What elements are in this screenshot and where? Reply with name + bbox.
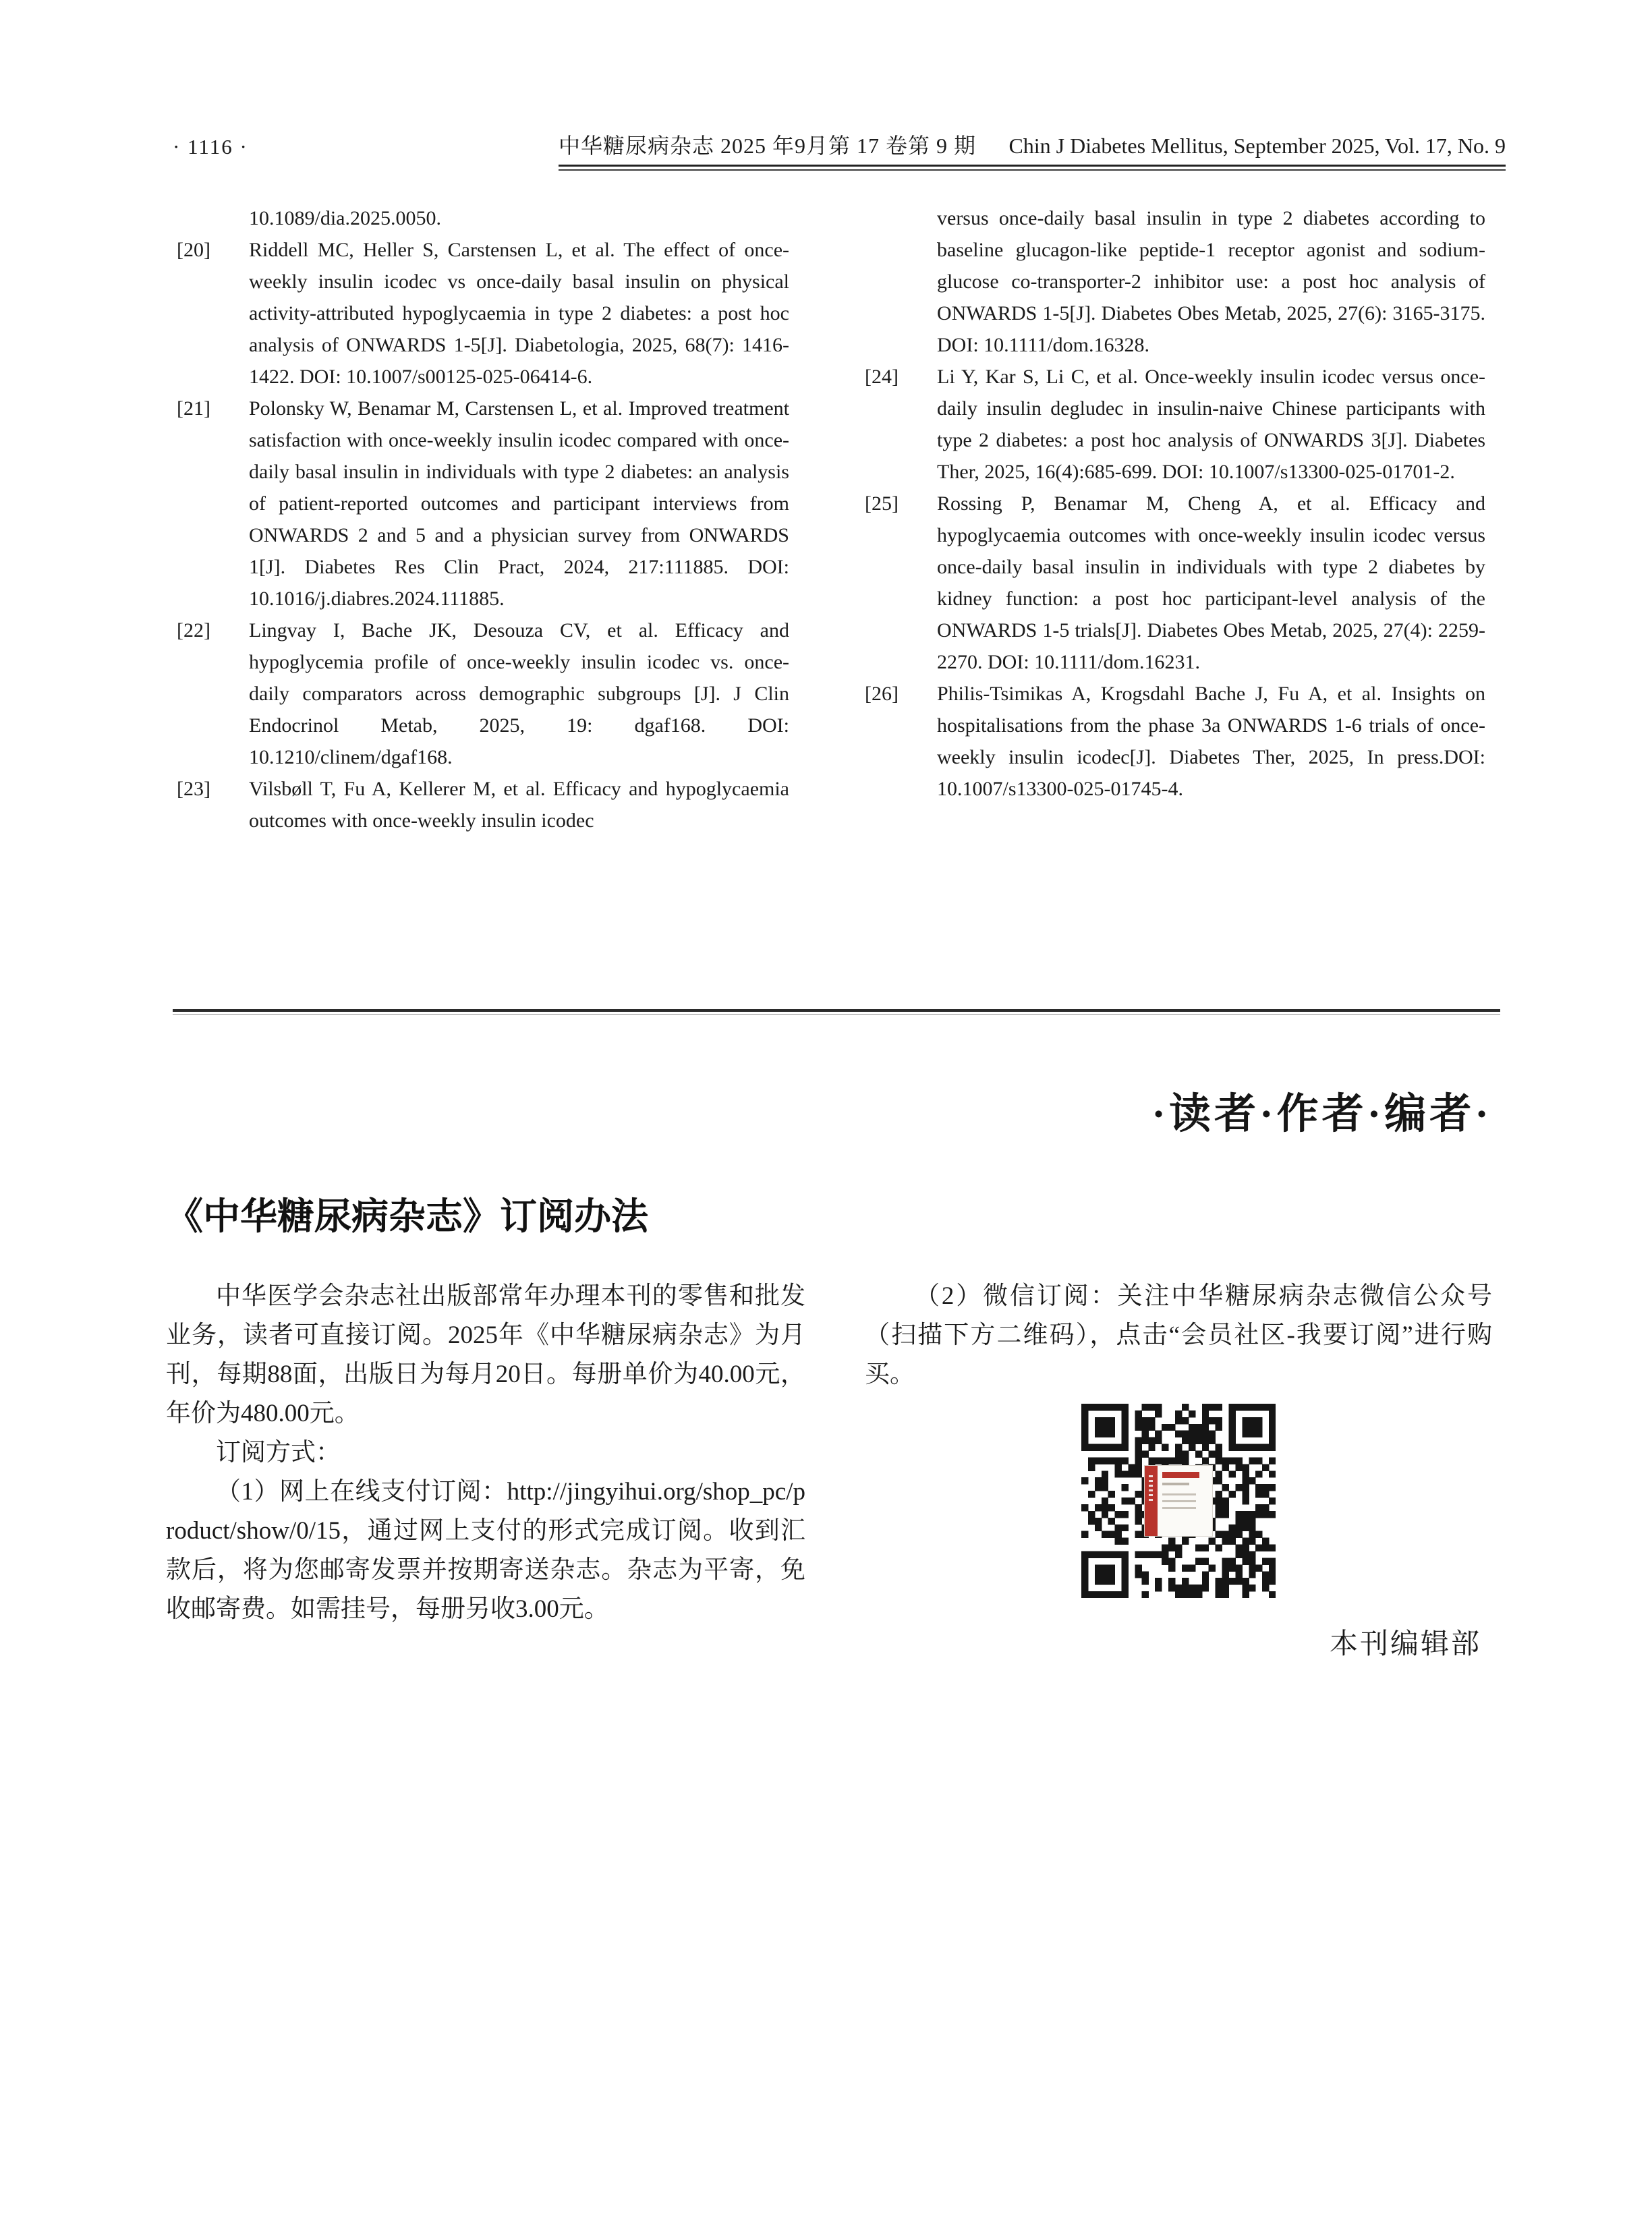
reference-entry-23: [23] Vilsbøll T, Fu A, Kellerer M, et al. Efficacy and hypoglycaemia outcomes with once-weekly insulin icodec [177,778,789,832]
reference-entry-26: [26] Philis-Tsimikas A, Krogsdahl Bache J, Fu A, et al. Insights on hospitalisations from the phase 3a ONWARDS 1-6 trials of once-weekly insulin icodec[J]. Diabetes Ther, 2025, In press.DOI: 10.1007/s13300-025-01745-4. [865,683,1485,800]
reference-column-right [865,202,1485,805]
editorial-office-signature: 本刊编辑部 [1329,1629,1481,1660]
page-number: · 1116 · [173,135,248,159]
journal-cover-logo [1144,1465,1213,1537]
journal-citation-cn: 中华糖尿病杂志 2025 年9月第 17 卷第 9 期 [559,134,977,158]
subscription-paragraph-intro: 中华医学会杂志社出版部常年办理本刊的零售和批发业务，读者可直接订阅。2025年《中华糖尿病杂志》为月刊，每期88面，出版日为每月20日。每册单价为40.00元，年价为480.00元。 [166,1282,805,1427]
subscription-column-left [166,1277,805,1629]
subscription-notice-title: 《中华糖尿病杂志》订阅办法 [166,1195,649,1237]
section-divider-rule [173,1009,1500,1015]
reference-column-left [177,202,789,836]
reference-entry-21: [21] Polonsky W, Benamar M, Carstensen L, et al. Improved treatment satisfaction with once-weekly insulin icodec compared with once-daily basal insulin in individuals with type 2 diabetes: an analysis of patient-reported outcomes and participant interviews from ONWARDS 2 and 5 and a physician survey from ONWARDS 1[J]. Diabetes Res Clin Pract, 2024, 217:111885. DOI: 10.1016/j.diabres.2024.111885. [177,397,789,610]
reference-entry-25: [25] Rossing P, Benamar M, Cheng A, et al. Efficacy and hypoglycaemia outcomes with once-weekly insulin icodec versus once-daily basal insulin in individuals with type 2 diabetes by kidney function: a post hoc participant-level analysis of the ONWARDS 1-5 trials[J]. Diabetes Obes Metab, 2025, 27(4): 2259-2270. DOI: 10.1111/dom.16231. [865,492,1485,673]
wechat-subscription-qr-code [1081,1404,1276,1598]
journal-citation-en: Chin J Diabetes Mellitus, September 2025, Vol. 17, No. 9 [1008,134,1506,158]
reference-carryover: 10.1089/dia.2025.0050. [249,207,441,229]
journal-cover-face [1158,1466,1212,1536]
subscription-paragraph-wechat: （2）微信订阅：关注中华糖尿病杂志微信公众号（扫描下方二维码），点击“会员社区-我要订阅”进行购买。 [865,1282,1492,1388]
reference-entry-22: [22] Lingvay I, Bache JK, Desouza CV, et al. Efficacy and hypoglycemia profile of once-weekly insulin icodec vs. once-daily comparators across demographic subgroups [J]. J Clin Endocrinol Metab, 2025, 19: dgaf168. DOI: 10.1210/clinem/dgaf168. [177,619,789,768]
subscription-paragraph-online-payment: （1）网上在线支付订阅：http://jingyihui.org/shop_pc/product/show/0/15，通过网上支付的形式完成订阅。收到汇款后，将为您邮寄发票并按期寄送杂志。杂志为平寄，免收邮寄费。如需挂号，每册另收3.00元。 [166,1478,805,1623]
journal-cover-spine [1145,1466,1158,1536]
running-head [559,131,1506,161]
reference-entry-24: [24] Li Y, Kar S, Li C, et al. Once-weekly insulin icodec versus once-daily insulin degludec in insulin-naive Chinese participants with type 2 diabetes: a post hoc analysis of ONWARDS 3[J]. Diabetes Ther, 2025, 16(4):685-699. DOI: 10.1007/s13300-025-01701-2. [865,366,1485,483]
subscription-paragraph-methods-label: 订阅方式： [216,1439,341,1466]
subscription-column-right [865,1277,1492,1663]
column-banner-reader-author-editor: ·读者·作者·编者· [1151,1091,1492,1137]
reference-entry-20: [20] Riddell MC, Heller S, Carstensen L, et al. The effect of once-weekly insulin icodec vs once-daily basal insulin on physical activity-attributed hypoglycaemia in type 2 diabetes: a post hoc analysis of ONWARDS 1-5[J]. Diabetologia, 2025, 68(7): 1416-1422. DOI: 10.1007/s00125-025-06414-6. [177,239,789,388]
header-rule [559,165,1506,171]
reference-entry-23-continued: versus once-daily basal insulin in type 2 diabetes according to baseline glucagon-like peptide-1 receptor agonist and sodium-glucose co-transporter-2 inhibitor use: a post hoc analysis of ONWARDS 1-5[J]. Diabetes Obes Metab, 2025, 27(6): 3165-3175. DOI: 10.1111/dom.16328. [937,207,1485,356]
